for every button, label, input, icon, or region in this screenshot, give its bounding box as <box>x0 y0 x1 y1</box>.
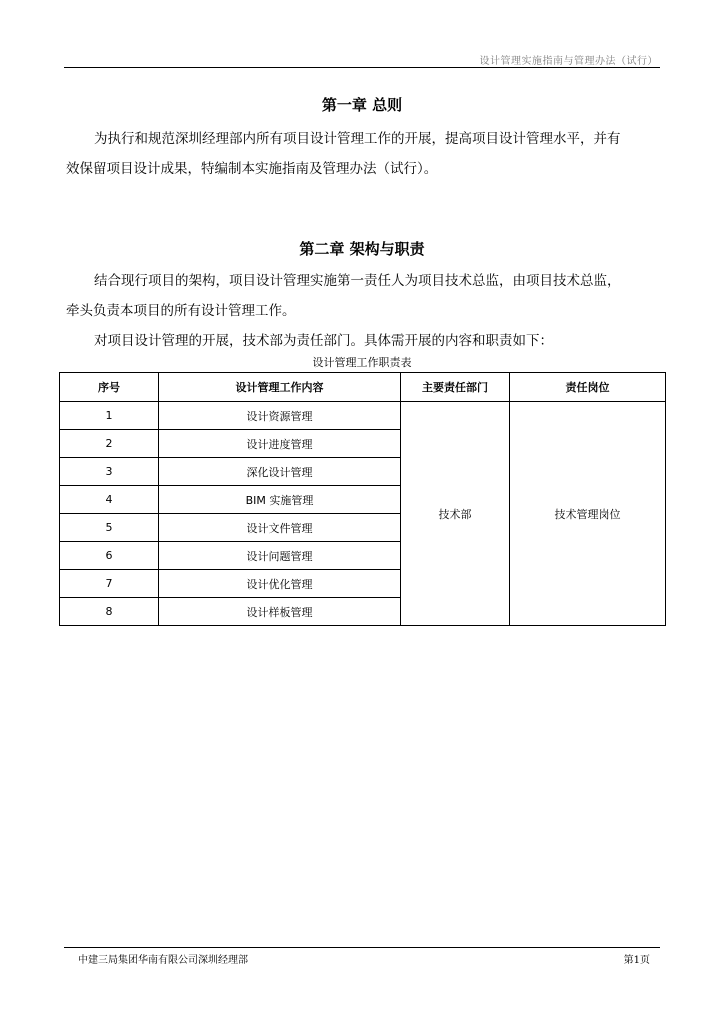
row-content: 设计样板管理 <box>159 598 401 626</box>
row-no: 7 <box>60 570 159 598</box>
row-content: 设计问题管理 <box>159 542 401 570</box>
row-content: 设计资源管理 <box>159 402 401 430</box>
chapter-1-title: 第一章 总则 <box>321 96 403 114</box>
header-position: 责任岗位 <box>510 373 666 402</box>
chapter-2-title: 第二章 架构与职责 <box>299 240 425 258</box>
row-no: 3 <box>60 458 159 486</box>
header-department: 主要责任部门 <box>401 373 510 402</box>
header-no: 序号 <box>60 373 159 402</box>
row-content: 设计文件管理 <box>159 514 401 542</box>
footer-company: 中建三局集团华南有限公司深圳经理部 <box>78 955 248 966</box>
row-no: 1 <box>60 402 159 430</box>
row-no: 4 <box>60 486 159 514</box>
header-content: 设计管理工作内容 <box>159 373 401 402</box>
row-content: 设计进度管理 <box>159 430 401 458</box>
paragraph-line: 为执行和规范深圳经理部内所有项目设计管理工作的开展，提高项目设计管理水平，并有 <box>94 131 621 147</box>
row-no: 6 <box>60 542 159 570</box>
row-content: 设计优化管理 <box>159 570 401 598</box>
footer-divider <box>64 947 660 948</box>
footer-page-number: 第1页 <box>623 955 650 966</box>
row-content: 深化设计管理 <box>159 458 401 486</box>
chapter-1-paragraph <box>66 124 662 184</box>
table-row <box>60 402 666 430</box>
row-no: 5 <box>60 514 159 542</box>
paragraph-line: 效保留项目设计成果，特编制本实施指南及管理办法（试行）。 <box>66 161 438 177</box>
paragraph-line: 牵头负责本项目的所有设计管理工作。 <box>66 303 296 319</box>
paragraph-line: 结合现行项目的架构，项目设计管理实施第一责任人为项目技术总监，由项目技术总监， <box>94 273 621 289</box>
row-content: BIM 实施管理 <box>159 486 401 514</box>
duties-table <box>59 372 666 626</box>
chapter-2-paragraph-1 <box>66 266 662 326</box>
chapter-2-paragraph-2 <box>66 326 662 356</box>
responsible-department: 技术部 <box>401 402 510 626</box>
row-no: 8 <box>60 598 159 626</box>
responsible-position: 技术管理岗位 <box>510 402 666 626</box>
paragraph-line: 对项目设计管理的开展，技术部为责任部门。具体需开展的内容和职责如下： <box>94 333 553 349</box>
table-caption: 设计管理工作职责表 <box>312 356 412 369</box>
row-no: 2 <box>60 430 159 458</box>
header-divider <box>64 67 660 68</box>
header-title: 设计管理实施指南与管理办法（试行） <box>479 56 658 67</box>
table-header-row <box>60 373 666 402</box>
